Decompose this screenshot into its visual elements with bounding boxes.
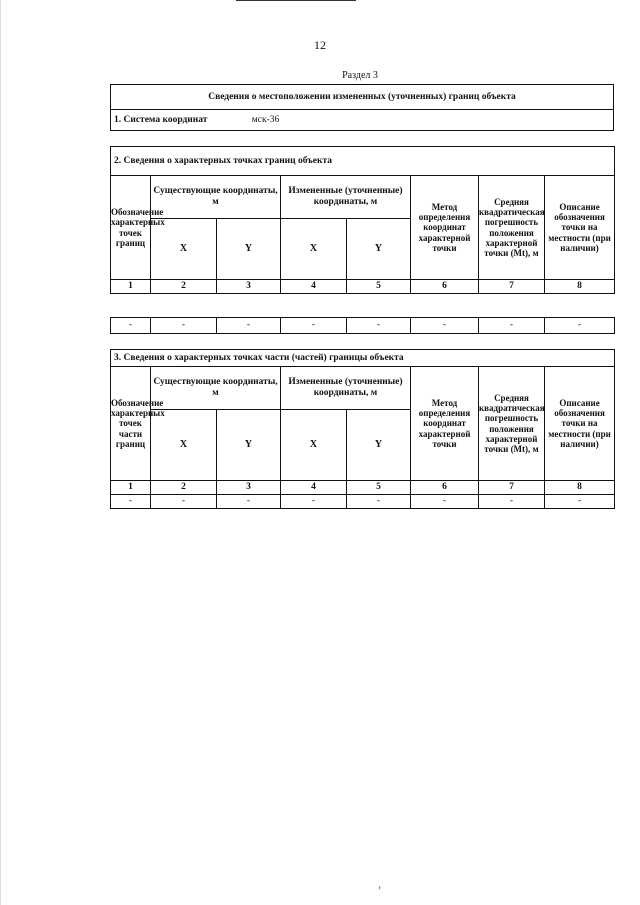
col-changed: Измененные (уточненные) координаты, м xyxy=(281,176,411,219)
table-cell: - xyxy=(411,318,479,334)
col-description: Описание обозначения точки на местности (при наличии) xyxy=(545,176,615,280)
table-cell: - xyxy=(411,495,479,509)
col-number: 8 xyxy=(545,280,615,294)
table-cell: - xyxy=(479,495,545,509)
col-changed: Измененные (уточненные) координаты, м xyxy=(281,367,411,410)
table-cell: - xyxy=(545,318,615,334)
column-numbers-row xyxy=(111,280,615,294)
col-number: 5 xyxy=(347,280,411,294)
section2-table xyxy=(110,146,615,294)
table-cell: - xyxy=(545,495,615,509)
section3-table xyxy=(110,349,615,509)
table-cell: - xyxy=(281,495,347,509)
table-row xyxy=(111,495,615,509)
col-designation: Обозначение характерных точек границ xyxy=(111,176,151,280)
col-number: 4 xyxy=(281,280,347,294)
table-cell: - xyxy=(281,318,347,334)
footer-mark: › xyxy=(378,882,381,892)
col-number: 7 xyxy=(479,481,545,495)
table-cell: - xyxy=(347,495,411,509)
table-cell: - xyxy=(151,495,217,509)
page-edge-line xyxy=(236,0,356,1)
col-number: 8 xyxy=(545,481,615,495)
section2-data-table xyxy=(110,317,615,334)
col-existing: Существующие координаты, м xyxy=(151,176,281,219)
col-changed-x: X xyxy=(281,219,347,280)
col-number: 1 xyxy=(111,481,151,495)
table-cell: - xyxy=(347,318,411,334)
coord-system-label: 1. Система координат xyxy=(114,114,208,125)
table-cell: - xyxy=(151,318,217,334)
col-method: Метод определения координат характерной точки xyxy=(411,367,479,481)
section3-title: 3. Сведения о характерных точках части (частей) границы объекта xyxy=(111,350,615,367)
table-cell: - xyxy=(217,318,281,334)
table-row xyxy=(111,318,615,334)
col-existing-y: Y xyxy=(217,410,281,481)
col-number: 4 xyxy=(281,481,347,495)
column-numbers-row xyxy=(111,481,615,495)
section2-title: 2. Сведения о характерных точках границ объекта xyxy=(111,147,615,176)
col-number: 5 xyxy=(347,481,411,495)
col-number: 2 xyxy=(151,280,217,294)
table-cell: - xyxy=(111,318,151,334)
col-number: 6 xyxy=(411,481,479,495)
col-designation: Обозначение характерных точек части границ xyxy=(111,367,151,481)
col-description: Описание обозначения точки на местности (при наличии) xyxy=(545,367,615,481)
col-number: 1 xyxy=(111,280,151,294)
col-existing-x: X xyxy=(151,410,217,481)
coord-system-row xyxy=(111,110,614,131)
col-number: 3 xyxy=(217,481,281,495)
col-existing-x: X xyxy=(151,219,217,280)
page-number: 12 xyxy=(314,38,326,52)
col-existing: Существующие координаты, м xyxy=(151,367,281,410)
col-number: 7 xyxy=(479,280,545,294)
table-cell: - xyxy=(479,318,545,334)
header-table xyxy=(110,84,614,131)
col-changed-y: Y xyxy=(347,219,411,280)
col-number: 3 xyxy=(217,280,281,294)
header-title: Сведения о местоположении измененных (уточненных) границ объекта xyxy=(111,85,614,110)
table-cell: - xyxy=(217,495,281,509)
table-cell: - xyxy=(111,495,151,509)
coord-system-value: мск-36 xyxy=(251,114,280,125)
col-error: Средняя квадратическая погрешность положения характерной точки (Mt), м xyxy=(479,367,545,481)
section-label: Раздел 3 xyxy=(342,70,378,81)
col-number: 2 xyxy=(151,481,217,495)
col-changed-x: X xyxy=(281,410,347,481)
col-existing-y: Y xyxy=(217,219,281,280)
col-changed-y: Y xyxy=(347,410,411,481)
col-number: 6 xyxy=(411,280,479,294)
col-error: Средняя квадратическая погрешность положения характерной точки (Mt), м xyxy=(479,176,545,280)
col-method: Метод определения координат характерной точки xyxy=(411,176,479,280)
page-edge-left xyxy=(0,0,1,905)
